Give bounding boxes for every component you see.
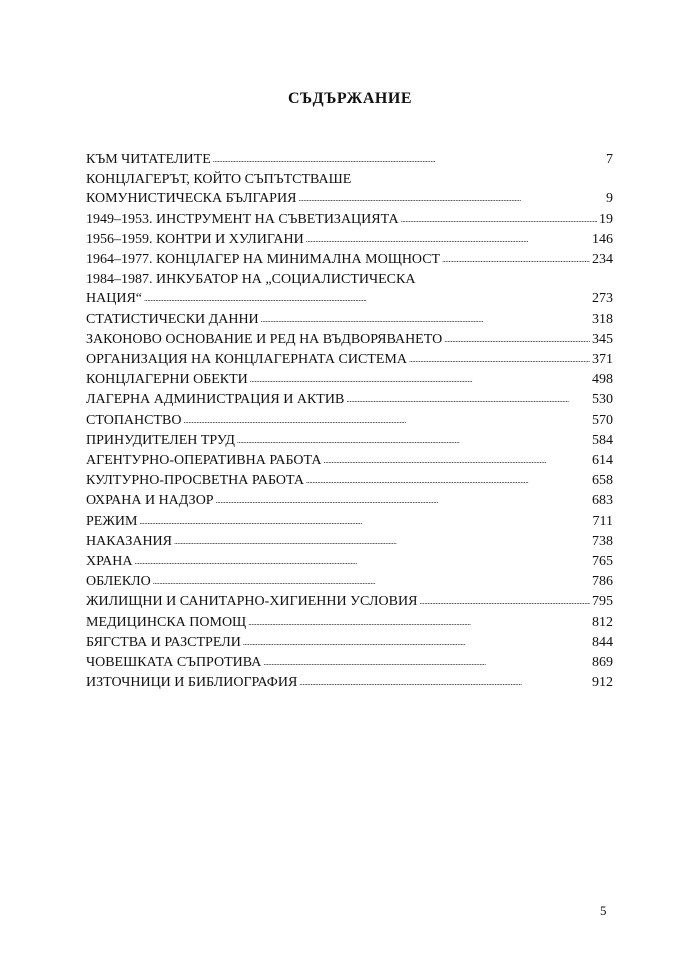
dot-leader	[213, 149, 604, 169]
toc-entry-page-number: 9	[606, 191, 613, 207]
toc-entry-title: КУЛТУРНО-ПРОСВЕТНА РАБОТА	[86, 473, 304, 489]
toc-entry-line	[86, 150, 613, 170]
toc-entry	[86, 390, 613, 410]
toc-entry	[86, 411, 613, 431]
toc-entry-page-number: 683	[592, 493, 613, 509]
toc-entry-title: МЕДИЦИНСКА ПОМОЩ	[86, 614, 247, 630]
toc-entry	[86, 653, 613, 673]
toc-entry-line	[86, 390, 613, 410]
toc-entry-page-number: 844	[592, 634, 613, 650]
dot-leader	[346, 389, 590, 409]
toc-entry-title: ЧОВЕШКАТА СЪПРОТИВА	[86, 655, 262, 671]
toc-entry	[86, 471, 613, 491]
toc-entry-title: ПРИНУДИТЕЛЕН ТРУД	[86, 432, 235, 448]
toc-entry-title: ЗАКОНОВО ОСНОВАНИЕ И РЕД НА ВЪДВОРЯВАНЕТО	[86, 331, 443, 347]
toc-entry-line	[86, 673, 613, 693]
toc-entry	[86, 330, 613, 350]
toc-entry	[86, 270, 613, 309]
toc-entry-line	[86, 350, 613, 370]
toc-entry-line	[86, 592, 613, 612]
toc-entry-page-number: 765	[592, 554, 613, 570]
toc-entry	[86, 552, 613, 572]
toc-entry-line	[86, 289, 613, 309]
toc-entry-page-number: 812	[592, 614, 613, 630]
toc-entry-page-number: 146	[592, 231, 613, 247]
dot-leader	[174, 531, 590, 551]
toc-entry-page-number: 530	[592, 392, 613, 408]
toc-entry-title: 1984–1987. ИНКУБАТОР НА „СОЦИАЛИСТИЧЕСКА	[86, 272, 416, 288]
dot-leader	[183, 410, 590, 430]
toc-entry-title: ОХРАНА И НАДЗОР	[86, 493, 214, 509]
toc-entry-line	[86, 572, 613, 592]
toc-entry-title: КОНЦЛАГЕРЪТ, КОЙТО СЪПЪТСТВАШЕ	[86, 172, 352, 188]
toc-entry-page-number: 570	[592, 412, 613, 428]
toc-entry-page-number: 584	[592, 432, 613, 448]
toc-entry	[86, 572, 613, 592]
toc-entry	[86, 250, 613, 270]
toc-entry-line	[86, 250, 613, 270]
toc-entry-line	[86, 512, 613, 532]
toc-entry-line-continued	[86, 170, 613, 189]
toc-entry-title: КОМУНИСТИЧЕСКА БЪЛГАРИЯ	[86, 191, 297, 207]
toc-entry-title: СТАТИСТИЧЕСКИ ДАННИ	[86, 311, 259, 327]
dot-leader	[298, 188, 604, 208]
table-of-contents	[86, 150, 613, 693]
toc-entry-title: НАКАЗАНИЯ	[86, 533, 173, 549]
toc-entry-title: ИЗТОЧНИЦИ И БИБЛИОГРАФИЯ	[86, 675, 298, 691]
toc-entry-title: РЕЖИМ	[86, 513, 138, 529]
toc-entry	[86, 592, 613, 612]
toc-entry-page-number: 795	[592, 594, 613, 610]
dot-leader	[216, 490, 590, 510]
toc-entry-page-number: 7	[606, 152, 613, 167]
toc-entry-title: 1964–1977. КОНЦЛАГЕР НА МИНИМАЛНА МОЩНОСТ	[86, 252, 441, 268]
toc-entry-line	[86, 310, 613, 330]
toc-entry	[86, 491, 613, 511]
toc-entry-page-number: 19	[599, 211, 613, 227]
toc-entry-page-number: 711	[592, 513, 613, 529]
dot-leader	[444, 329, 590, 349]
toc-entry	[86, 370, 613, 390]
dot-leader	[263, 652, 590, 672]
toc-entry-title: ЖИЛИЩНИ И САНИТАРНО-ХИГИЕННИ УСЛОВИЯ	[86, 594, 418, 610]
dot-leader	[243, 632, 590, 652]
toc-entry-line	[86, 653, 613, 673]
toc-entry-line	[86, 230, 613, 250]
toc-entry-title: 1956–1959. КОНТРИ И ХУЛИГАНИ	[86, 231, 304, 247]
toc-entry-title: 1949–1953. ИНСТРУМЕНТ НА СЪВЕТИЗАЦИЯТА	[86, 211, 399, 227]
dot-leader	[409, 349, 590, 369]
toc-entry-page-number: 738	[592, 533, 613, 549]
toc-entry-line	[86, 210, 613, 230]
dot-leader	[442, 249, 590, 269]
dot-leader	[248, 612, 590, 632]
toc-entry	[86, 431, 613, 451]
toc-entry-title: ХРАНА	[86, 554, 133, 570]
toc-entry-page-number: 614	[592, 453, 613, 469]
toc-entry-page-number: 371	[592, 352, 613, 368]
toc-entry	[86, 532, 613, 552]
toc-entry-page-number: 912	[592, 675, 613, 691]
dot-leader	[261, 309, 590, 329]
dot-leader	[306, 229, 590, 249]
page-number: 5	[600, 903, 607, 918]
toc-entry	[86, 170, 613, 209]
toc-entry	[86, 350, 613, 370]
toc-entry-line-continued	[86, 270, 613, 289]
toc-entry	[86, 150, 613, 170]
toc-entry-title: БЯГСТВА И РАЗСТРЕЛИ	[86, 634, 241, 650]
toc-entry-line	[86, 491, 613, 511]
dot-leader	[250, 369, 590, 389]
toc-entry-title: ЛАГЕРНА АДМИНИСТРАЦИЯ И АКТИВ	[86, 392, 345, 408]
toc-entry-page-number: 318	[592, 311, 613, 327]
toc-entry	[86, 673, 613, 693]
toc-entry-line	[86, 532, 613, 552]
toc-entry-page-number: 345	[592, 331, 613, 347]
toc-entry-title: ОБЛЕКЛО	[86, 574, 151, 590]
toc-entry-title: НАЦИЯ“	[86, 291, 142, 307]
dot-leader	[139, 511, 590, 531]
toc-entry-line	[86, 431, 613, 451]
toc-entry-page-number: 786	[592, 574, 613, 590]
toc-entry-title: СТОПАНСТВО	[86, 412, 182, 428]
toc-entry-line	[86, 411, 613, 431]
toc-entry-line	[86, 552, 613, 572]
toc-entry-line	[86, 471, 613, 491]
toc-entry-line	[86, 451, 613, 471]
dot-leader	[306, 470, 590, 490]
toc-entry	[86, 512, 613, 532]
toc-entry	[86, 230, 613, 250]
dot-leader	[237, 430, 590, 450]
dot-leader	[144, 288, 590, 308]
toc-entry-line	[86, 633, 613, 653]
dot-leader	[134, 551, 590, 571]
toc-entry-title: КЪМ ЧИТАТЕЛИТЕ	[86, 152, 211, 167]
toc-entry-title: КОНЦЛАГЕРНИ ОБЕКТИ	[86, 372, 248, 388]
dot-leader	[299, 672, 590, 692]
toc-entry-page-number: 498	[592, 372, 613, 388]
dot-leader	[153, 571, 590, 591]
toc-entry-page-number: 869	[592, 655, 613, 671]
toc-entry-line	[86, 330, 613, 350]
toc-entry	[86, 310, 613, 330]
toc-entry	[86, 633, 613, 653]
dot-leader	[324, 450, 591, 470]
toc-entry-title: АГЕНТУРНО-ОПЕРАТИВНА РАБОТА	[86, 453, 322, 469]
toc-entry-page-number: 658	[592, 473, 613, 489]
dot-leader	[401, 209, 597, 229]
toc-entry	[86, 210, 613, 230]
page-title: СЪДЪРЖАНИЕ	[288, 90, 412, 107]
toc-entry	[86, 613, 613, 633]
toc-entry-line	[86, 613, 613, 633]
toc-entry-page-number: 273	[592, 291, 613, 307]
toc-entry-page-number: 234	[592, 252, 613, 268]
toc-entry-line	[86, 189, 613, 209]
toc-entry	[86, 451, 613, 471]
toc-entry-line	[86, 370, 613, 390]
dot-leader	[419, 591, 590, 611]
toc-entry-title: ОРГАНИЗАЦИЯ НА КОНЦЛАГЕРНАТА СИСТЕМА	[86, 352, 407, 368]
